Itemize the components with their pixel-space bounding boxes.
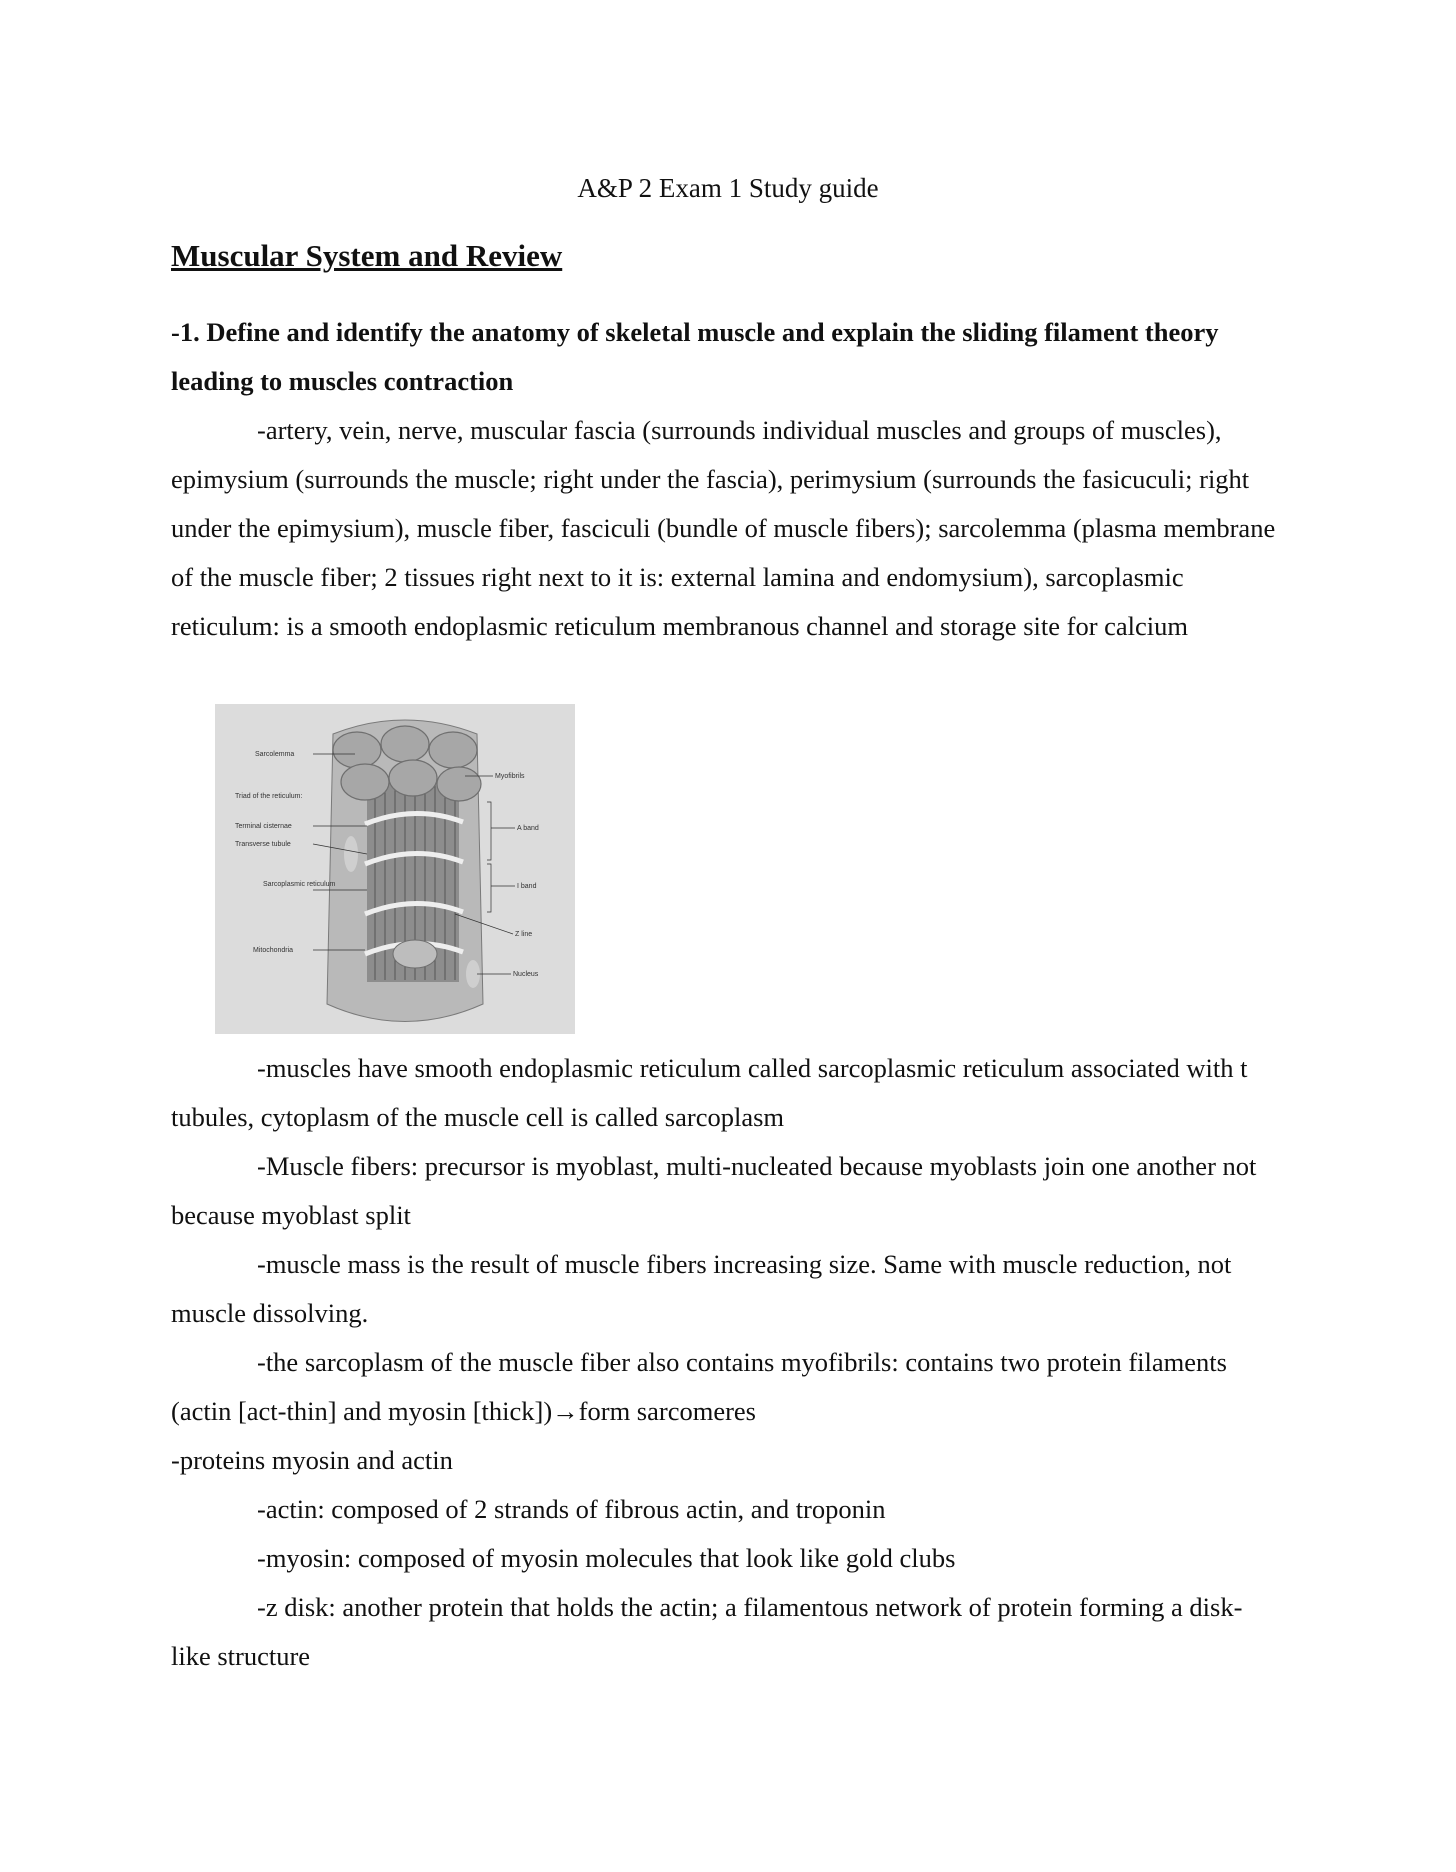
label-i-band: I band [517, 883, 537, 890]
label-a-band: A band [517, 825, 539, 832]
section-heading: Muscular System and Review [171, 238, 563, 273]
paragraph-actin: -actin: composed of 2 strands of fibrous actin, and troponin [257, 1494, 886, 1524]
label-z-line: Z line [515, 931, 533, 938]
muscle-fiber-illustration [215, 704, 575, 1034]
label-transverse-tubule: Transverse tubule [235, 841, 291, 848]
label-myofibrils: Myofibrils [495, 773, 525, 780]
label-terminal-cisternae: Terminal cisternae [235, 823, 292, 830]
paragraph-myofibrils: -the sarcoplasm of the muscle fiber also contains myofibrils: contains two protein filaments (actin [act-thin] and myosin [thick])→form sarcomeres [171, 1347, 1227, 1426]
label-sarcoplasmic-reticulum: Sarcoplasmic reticulum [263, 881, 336, 888]
paragraph-z-disk: -z disk: another protein that holds the actin; a filamentous network of protein forming a disk-like structure [171, 1592, 1243, 1671]
paragraph-anatomy: -artery, vein, nerve, muscular fascia (surrounds individual muscles and groups of muscles), epimysium (surrounds the muscle; right under the fascia), perimysium (surrounds the fasicuculi; right under the epimysium), muscle fiber, fasciculi (bundle of muscle fibers); sarcolemma (plasma membrane of the muscle fiber; 2 tissues right next to it is: external lamina and endomysium), sarcoplasmic reticulum: is a smooth endoplasmic reticulum membranous channel and storage site for calcium [171, 415, 1276, 641]
paragraph-muscle-fibers: -Muscle fibers: precursor is myoblast, multi-nucleated because myoblasts join one another not because myoblast split [171, 1151, 1257, 1230]
label-nucleus: Nucleus [513, 971, 539, 978]
paragraph-proteins: -proteins myosin and actin [171, 1445, 453, 1475]
question-heading: -1. Define and identify the anatomy of skeletal muscle and explain the sliding filament theory leading to muscles contraction [171, 317, 1219, 396]
paragraph-sarcoplasm: -muscles have smooth endoplasmic reticulum called sarcoplasmic reticulum associated with t tubules, cytoplasm of the muscle cell is called sarcoplasm [171, 1053, 1248, 1132]
label-triad: Triad of the reticulum: [235, 793, 303, 800]
label-mitochondria: Mitochondria [253, 947, 294, 954]
paragraph-muscle-mass: -muscle mass is the result of muscle fibers increasing size. Same with muscle reduction, not muscle dissolving. [171, 1249, 1232, 1328]
paragraph-myosin: -myosin: composed of myosin molecules that look like gold clubs [257, 1543, 956, 1573]
document-title: A&P 2 Exam 1 Study guide [577, 173, 879, 203]
label-sarcolemma: Sarcolemma [255, 751, 295, 758]
muscle-fiber-figure [215, 704, 575, 1034]
